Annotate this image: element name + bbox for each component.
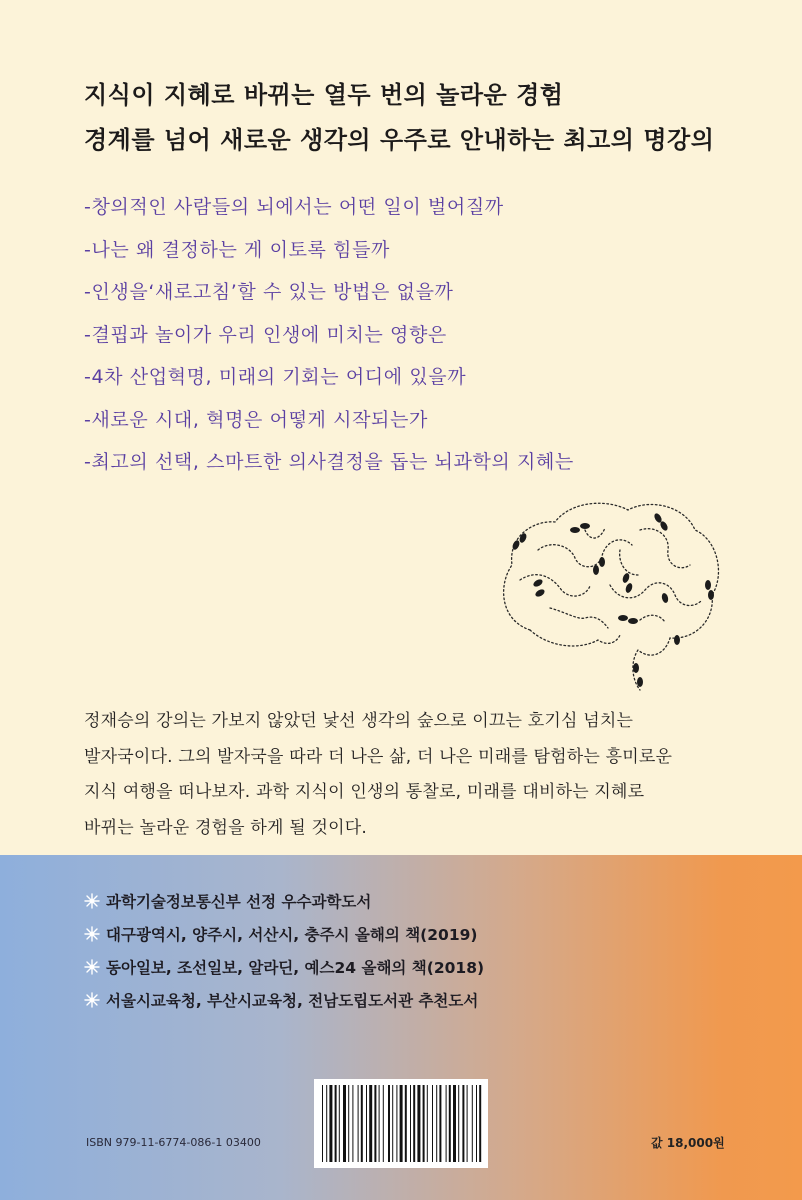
headline-line-1: 지식이 지혜로 바뀌는 열두 번의 놀라운 경험	[84, 81, 564, 109]
book-description	[84, 704, 724, 846]
isbn-number: ISBN 979-11-6774-086-1 03400	[86, 1136, 261, 1149]
description-line: 발자국이다. 그의 발자국을 따라 더 나은 삶, 더 나은 미래를 탐험하는 흥미로운	[84, 746, 673, 767]
star-icon	[84, 959, 100, 975]
star-icon	[84, 926, 100, 942]
question-list	[84, 192, 574, 490]
award-text: 과학기술정보통신부 선정 우수과학도서	[106, 892, 372, 911]
award-text: 서울시교육청, 부산시교육청, 전남도립도서관 추천도서	[106, 991, 479, 1010]
award-item	[84, 884, 484, 917]
question-item: -나는 왜 결정하는 게 이토록 힘들까	[84, 238, 391, 261]
question-item: -4차 산업혁명, 미래의 기회는 어디에 있을까	[84, 366, 467, 388]
award-text: 대구광역시, 양주시, 서산시, 충주시 올해의 책(2019)	[106, 925, 478, 944]
awards-list	[84, 884, 484, 1016]
headline-line-2: 경계를 넘어 새로운 생각의 우주로 안내하는 최고의 명강의	[84, 126, 715, 154]
description-line: 정재승의 강의는 가보지 않았던 낯선 생각의 숲으로 이끄는 호기심 넘치는	[84, 711, 634, 731]
question-item: -인생을‘새로고침’할 수 있는 방법은 없을까	[84, 281, 454, 303]
award-item	[84, 950, 484, 983]
description-line: 지식 여행을 떠나보자. 과학 지식이 인생의 통찰로, 미래를 대비하는 지혜로	[84, 782, 645, 802]
award-item	[84, 917, 484, 950]
star-icon	[84, 992, 100, 1008]
star-icon	[84, 893, 100, 909]
question-item: -창의적인 사람들의 뇌에서는 어떤 일이 벌어질까	[84, 196, 504, 218]
description-line: 바뀌는 놀라운 경험을 하게 될 것이다.	[84, 817, 367, 838]
award-item	[84, 983, 484, 1016]
question-item: -최고의 선택, 스마트한 의사결정을 돕는 뇌과학의 지혜는	[84, 451, 574, 473]
award-text: 동아일보, 조선일보, 알라딘, 예스24 올해의 책(2018)	[106, 958, 485, 977]
question-item: -새로운 시대, 혁명은 어떻게 시작되는가	[84, 408, 428, 431]
barcode	[314, 1079, 488, 1168]
brain-footprints-icon	[490, 490, 730, 700]
question-item: -결핍과 놀이가 우리 인생에 미치는 영향은	[84, 323, 447, 346]
price-label: 값 18,000원	[651, 1136, 725, 1150]
